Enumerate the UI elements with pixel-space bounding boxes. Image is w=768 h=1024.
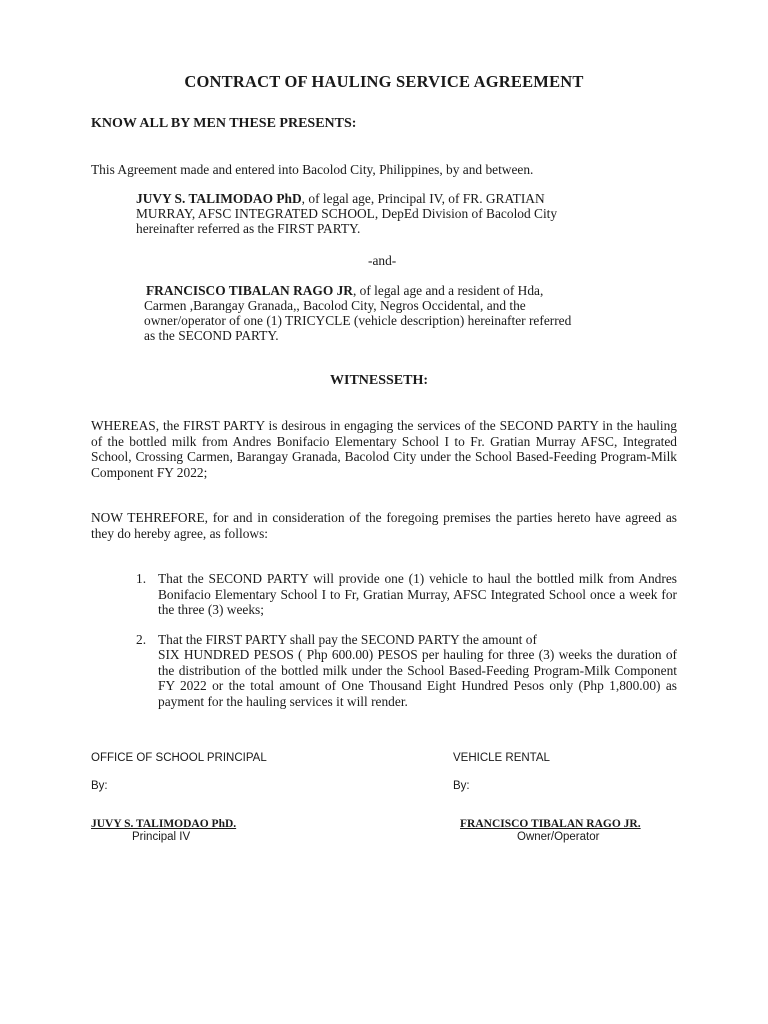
operator-signature-name: FRANCISCO TIBALAN RAGO JR. — [460, 818, 641, 830]
first-party-line-1 — [136, 191, 545, 207]
second-party-line-3: owner/operator of one (1) TRICYCLE (vehicle description) hereinafter referred — [144, 313, 572, 328]
list-item-first-line: That the FIRST PARTY shall pay the SECOND PARTY the amount of — [158, 632, 537, 647]
first-party-line-2: MURRAY, AFSC INTEGRATED SCHOOL, DepEd Division of Bacolod City — [136, 206, 558, 221]
intro-paragraph: This Agreement made and entered into Bacolod City, Philippines, by and between. — [91, 162, 534, 177]
second-party-line-1 — [146, 283, 543, 299]
principal-by-label: By: — [91, 780, 108, 792]
vehicle-rental-label: VEHICLE RENTAL — [453, 752, 550, 764]
operator-by-label: By: — [453, 780, 470, 792]
second-party-line-1-text: , of legal age and a resident of Hda, — [352, 283, 544, 298]
second-party-name: FRANCISCO TIBALAN RAGO JR — [146, 283, 353, 298]
whereas-paragraph: WHEREAS, the FIRST PARTY is desirous in engaging the services of the SECOND PARTY in the hauling of the bottled milk from Andres Bonifacio Elementary School I to Fr. Gratian Murray AFSC, Integrated School, Crossing Carmen, Barangay Granada, Bacolod City under the School Based-Feeding Program-Milk Component FY 2022; — [91, 418, 677, 480]
know-all-heading: KNOW ALL BY MEN THESE PRESENTS: — [91, 116, 357, 131]
operator-role: Owner/Operator — [517, 831, 600, 843]
list-item-number: 1. — [136, 571, 147, 586]
first-party-name: JUVY S. TALIMODAO PhD — [136, 191, 302, 206]
second-party-line-4: as the SECOND PARTY. — [144, 328, 279, 343]
witnesseth-heading: WITNESSETH: — [330, 373, 429, 388]
first-party-line-1-text: , of legal age, Principal IV, of FR. GRATIAN — [301, 191, 545, 206]
list-item-text: That the SECOND PARTY will provide one (1) vehicle to haul the bottled milk from Andres Bonifacio Elementary School I to Fr, Gratian Murray, AFSC Integrated School once a week for the three (3) weeks; — [158, 571, 677, 617]
list-item-number: 2. — [136, 632, 147, 647]
list-item-text: SIX HUNDRED PESOS ( Php 600.00) PESOS per hauling for three (3) weeks the duration of the distribution of the bottled milk under the School Based-Feeding Program-Milk Component FY 2022 or the total amount of One Thousand Eight Hundred Pesos only (Php 1,800.00) as payment for the hauling services it will render. — [158, 647, 677, 709]
principal-role: Principal IV — [132, 831, 191, 843]
principal-office-label: OFFICE OF SCHOOL PRINCIPAL — [91, 752, 267, 764]
first-party-line-3: hereinafter referred as the FIRST PARTY. — [136, 221, 361, 236]
and-separator: -and- — [368, 253, 397, 268]
document-title: CONTRACT OF HAULING SERVICE AGREEMENT — [184, 72, 584, 91]
now-therefore-paragraph: NOW TEHREFORE, for and in consideration of the foregoing premises the parties hereto have agreed as they do hereby agree, as follows: — [91, 510, 677, 541]
principal-signature-name: JUVY S. TALIMODAO PhD. — [91, 818, 237, 830]
second-party-line-2: Carmen ,Barangay Granada,, Bacolod City, Negros Occidental, and the — [144, 298, 526, 313]
